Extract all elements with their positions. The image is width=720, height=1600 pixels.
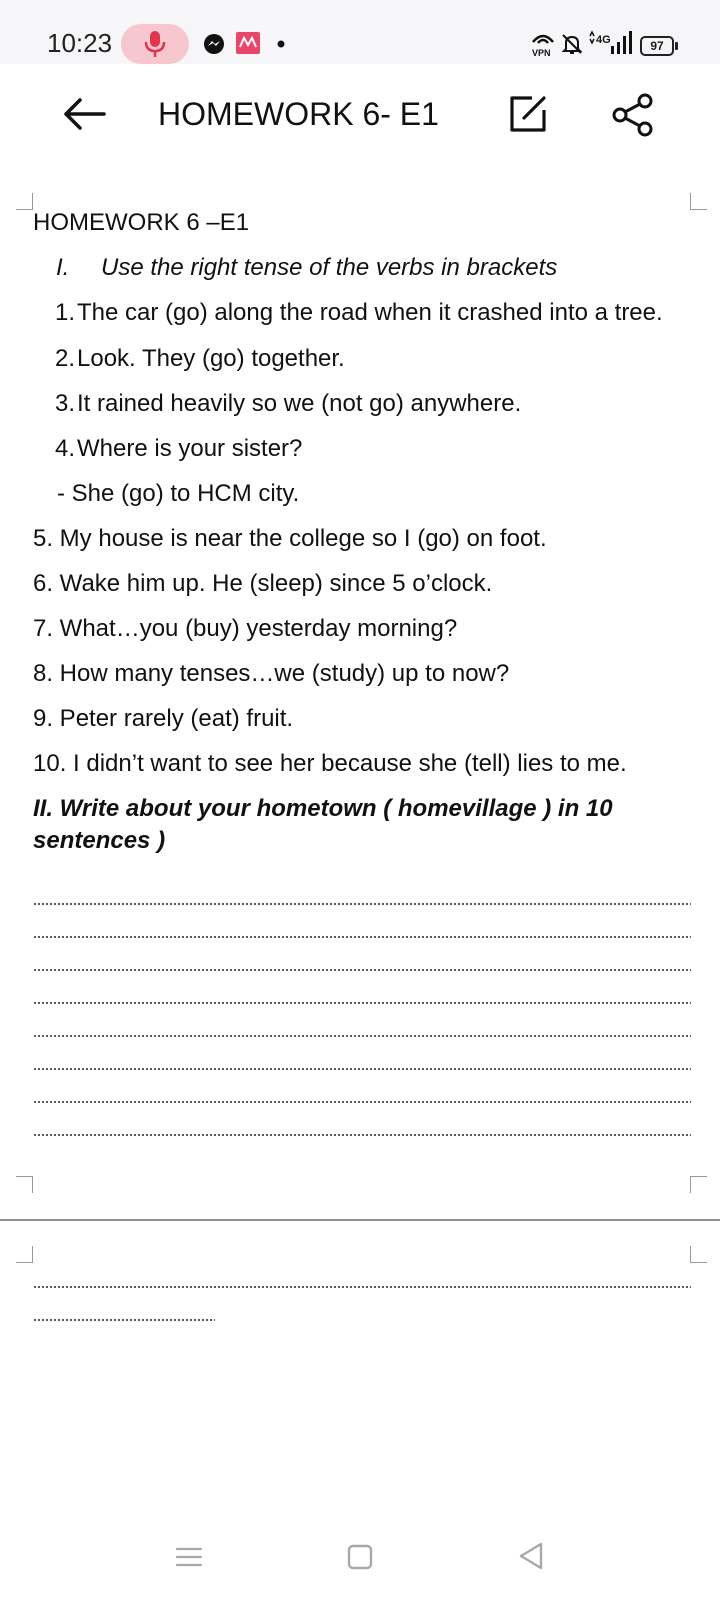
writing-line xyxy=(33,969,691,971)
page-corner-mark xyxy=(690,1246,707,1263)
back-triangle-icon[interactable] xyxy=(516,1540,546,1572)
network-label: 4G xyxy=(596,34,611,46)
document-heading: HOMEWORK 6 –E1 xyxy=(33,209,250,236)
writing-line xyxy=(33,936,691,938)
home-square-icon[interactable] xyxy=(346,1542,374,1572)
status-time: 10:23 xyxy=(47,28,113,58)
writing-line xyxy=(33,1035,691,1037)
navigation-bar xyxy=(0,1540,720,1600)
page-separator xyxy=(0,1219,720,1221)
vpn-label: VPN xyxy=(532,48,551,58)
list-item: 1.The car (go) along the road when it crashed into a tree. xyxy=(55,299,663,326)
document-title: HOMEWORK 6- E1 xyxy=(158,96,439,132)
section-2-title-line-2: sentences ) xyxy=(33,827,166,854)
section-1-title xyxy=(56,253,557,283)
page-corner-mark xyxy=(16,1176,33,1193)
list-item: 10. I didn’t want to see her because she (tell) lies to me. xyxy=(33,750,627,777)
writing-line xyxy=(33,1101,691,1103)
list-item: 5. My house is near the college so I (go) on foot. xyxy=(33,525,547,552)
list-item: 3.It rained heavily so we (not go) anywhere. xyxy=(55,390,522,417)
page-corner-mark xyxy=(690,193,707,210)
writing-line xyxy=(33,1319,215,1321)
writing-line xyxy=(33,1002,691,1004)
writing-line xyxy=(33,1134,691,1136)
list-item: 4.Where is your sister? xyxy=(55,435,303,462)
writing-line xyxy=(33,1286,691,1288)
answer-line: - She (go) to HCM city. xyxy=(57,480,300,507)
writing-line xyxy=(33,903,691,905)
list-item: 8. How many tenses…we (study) up to now? xyxy=(33,660,510,687)
writing-line xyxy=(33,1068,691,1070)
section-1-text: Use the right tense of the verbs in brackets xyxy=(101,254,558,281)
list-item: 6. Wake him up. He (sleep) since 5 o’clock. xyxy=(33,570,493,597)
page-corner-mark xyxy=(16,193,33,210)
page-corner-mark xyxy=(16,1246,33,1263)
battery-level: 97 xyxy=(650,39,664,53)
document-page-2[interactable] xyxy=(0,1222,720,1522)
list-item: 7. What…you (buy) yesterday morning? xyxy=(33,615,458,642)
page-corner-mark xyxy=(690,1176,707,1193)
menu-icon[interactable] xyxy=(174,1542,204,1572)
list-item: 2.Look. They (go) together. xyxy=(55,345,345,372)
section-1-roman: I. xyxy=(56,254,70,281)
list-item: 9. Peter rarely (eat) fruit. xyxy=(33,705,294,732)
section-2-title-line-1: II. Write about your hometown ( homevillage ) in 10 xyxy=(33,795,613,822)
